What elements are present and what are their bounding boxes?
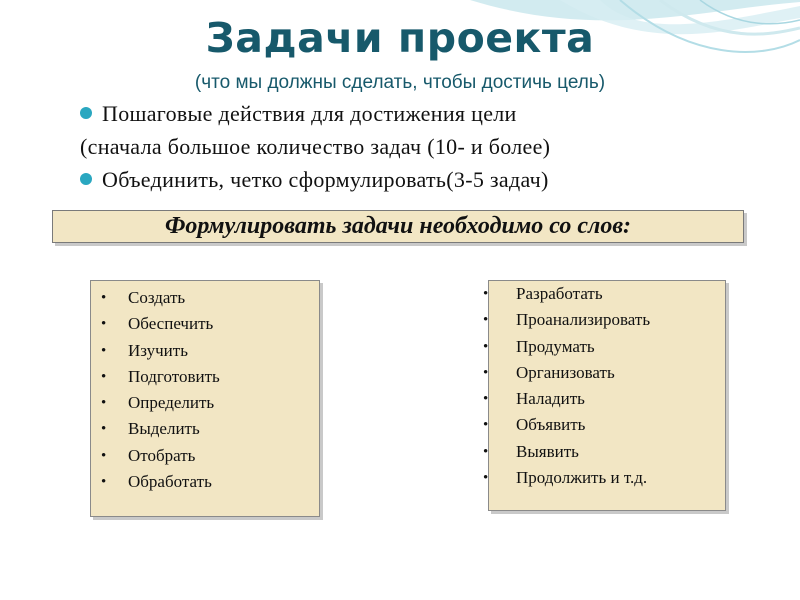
bullet-item-steps — [80, 101, 517, 127]
page-title: Задачи проекта — [205, 14, 595, 62]
bullet-item-combine — [80, 167, 549, 193]
instruction-banner: Формулировать задачи необходимо со слов: — [52, 210, 744, 243]
verbs-box-right: • Разработать • Проанализировать • Продумать • Организовать • Наладить • Объявить • Выявить • Продолжить и т.д. — [488, 280, 726, 511]
bullet-continuation: (сначала большое количество задач (10- и более) — [80, 134, 551, 159]
bullet-text: Пошаговые действия для достижения цели — [102, 101, 517, 126]
verbs-box-left: • Создать • Обеспечить • Изучить • Подготовить • Определить • Выделить • Отобрать • Обработать — [90, 280, 320, 517]
bullet-dot-icon — [80, 173, 92, 185]
page-subtitle: (что мы должны сделать, чтобы достичь цель) — [194, 72, 606, 93]
bullet-text: Объединить, четко сформулировать(3-5 задач) — [102, 167, 549, 192]
bullet-dot-icon — [80, 107, 92, 119]
